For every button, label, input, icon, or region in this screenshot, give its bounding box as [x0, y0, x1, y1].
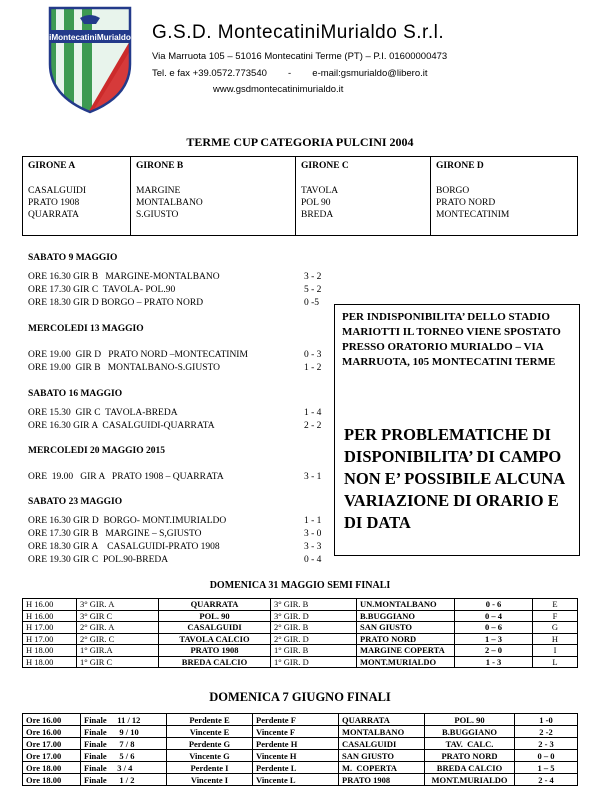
match-score: 1 – 5 — [515, 762, 578, 774]
final-placing: Finale 7 / 8 — [81, 738, 167, 750]
home-team: BREDA CALCIO — [159, 656, 271, 668]
final-placing: Finale 11 / 12 — [81, 714, 167, 726]
home-team: PRATO 1908 — [159, 645, 271, 657]
home-seed: 1° GIR.A — [77, 645, 159, 657]
match-score: 0 – 4 — [455, 610, 533, 622]
group-team: TAVOLA — [301, 186, 339, 196]
home-slot: Perdente G — [167, 738, 253, 750]
match-score: 1 - 1 — [304, 516, 322, 526]
away-slot: Perdente L — [253, 762, 339, 774]
final-row — [23, 762, 578, 774]
away-team: MARGINE COPERTA — [357, 645, 455, 657]
group-team: PRATO NORD — [436, 198, 496, 208]
away-slot: Perdente F — [253, 714, 339, 726]
organization-name: G.S.D. MontecatiniMurialdo S.r.l. — [152, 22, 445, 43]
semi-finals-table — [22, 598, 578, 668]
home-slot: Vincente I — [167, 774, 253, 786]
group-name: GIRONE D — [436, 161, 484, 171]
organization-website[interactable]: www.gsdmontecatinimurialdo.it — [213, 84, 344, 95]
match-score: 3 - 2 — [304, 272, 322, 282]
match-line: ORE 19.00 GIR A PRATO 1908 – QUARRATA — [28, 472, 224, 482]
finals-title: DOMENICA 7 GIUGNO FINALI — [209, 690, 391, 704]
away-team: B.BUGGIANO — [357, 610, 455, 622]
match-time: Ore 17.00 — [23, 738, 81, 750]
home-team: CASALGUIDI — [339, 738, 425, 750]
match-line: ORE 19.00 GIR D PRATO NORD –MONTECATINIM — [28, 350, 248, 360]
group-team: S.GIUSTO — [136, 210, 179, 220]
away-slot: Vincente H — [253, 750, 339, 762]
match-score: 1 - 2 — [304, 363, 322, 373]
match-time: H 17.00 — [23, 622, 77, 634]
home-slot: Perdente I — [167, 762, 253, 774]
home-seed: 2° GIR. C — [77, 633, 159, 645]
away-team: B.BUGGIANO — [425, 726, 515, 738]
away-team: TAV. CALC. — [425, 738, 515, 750]
match-line: ORE 19.00 GIR B MONTALBANO-S.GIUSTO — [28, 363, 220, 373]
home-team: TAVOLA CALCIO — [159, 633, 271, 645]
match-score: 2 - 4 — [515, 774, 578, 786]
away-seed: 1° GIR. B — [271, 645, 357, 657]
schedule-day-heading: MERCOLEDI 13 MAGGIO — [28, 324, 144, 334]
tournament-title: TERME CUP CATEGORIA PULCINI 2004 — [186, 135, 414, 149]
away-team: MONT.MURIALDO — [357, 656, 455, 668]
home-team: QUARRATA — [339, 714, 425, 726]
match-time: Ore 18.00 — [23, 774, 81, 786]
match-code: G — [533, 622, 578, 634]
match-line: ORE 15.30 GIR C TAVOLA-BREDA — [28, 408, 178, 418]
match-line: ORE 19.30 GIR C POL.90-BREDA — [28, 555, 169, 565]
group-team: CASALGUIDI — [28, 186, 87, 196]
match-score: 1 -0 — [515, 714, 578, 726]
home-team: CASALGUIDI — [159, 622, 271, 634]
match-score: 0 - 3 — [304, 350, 322, 360]
semi-final-row — [23, 622, 578, 634]
match-time: Ore 18.00 — [23, 762, 81, 774]
home-team: POL. 90 — [159, 610, 271, 622]
group-cell-d — [431, 157, 578, 236]
final-row — [23, 726, 578, 738]
semi-final-row — [23, 645, 578, 657]
schedule-day-heading: SABATO 16 MAGGIO — [28, 389, 123, 399]
match-line: ORE 17.30 GIR B MARGINE – S,GIUSTO — [28, 529, 202, 539]
match-code: E — [533, 599, 578, 611]
away-team: PRATO NORD — [425, 750, 515, 762]
match-time: Ore 16.00 — [23, 726, 81, 738]
match-line: ORE 16.30 GIR D BORGO- MONT.IMURIALDO — [28, 516, 227, 526]
group-cell-c — [296, 157, 431, 236]
schedule-day-heading: SABATO 23 MAGGIO — [28, 497, 123, 507]
group-team: QUARRATA — [28, 210, 79, 220]
away-slot: Vincente L — [253, 774, 339, 786]
group-team: BORGO — [436, 186, 470, 196]
match-score: 2 -2 — [515, 726, 578, 738]
match-score: 2 – 0 — [455, 645, 533, 657]
match-score: 0 -5 — [304, 298, 320, 308]
schedule-day-heading: MERCOLEDI 20 MAGGIO 2015 — [28, 446, 165, 456]
home-slot: Vincente E — [167, 726, 253, 738]
logo-text: iMontecatiniMurialdo — [49, 33, 131, 42]
match-code: L — [533, 656, 578, 668]
home-seed: 3° GIR. A — [77, 599, 159, 611]
away-seed: 3° GIR. B — [271, 599, 357, 611]
organization-address: Via Marruota 105 – 51016 Montecatini Terme (PT) – P.I. 01600000473 — [152, 51, 448, 62]
match-score: 2 - 3 — [515, 738, 578, 750]
away-seed: 3° GIR. D — [271, 610, 357, 622]
final-row — [23, 714, 578, 726]
home-team: SAN GIUSTO — [339, 750, 425, 762]
final-placing: Finale 9 / 10 — [81, 726, 167, 738]
match-score: 1 – 3 — [455, 633, 533, 645]
match-time: Ore 16.00 — [23, 714, 81, 726]
semi-final-row — [23, 656, 578, 668]
home-seed: 1° GIR C — [77, 656, 159, 668]
final-row — [23, 774, 578, 786]
final-placing: Finale 1 / 2 — [81, 774, 167, 786]
away-slot: Vincente F — [253, 726, 339, 738]
match-time: H 16.00 — [23, 610, 77, 622]
group-team: MONTALBANO — [136, 198, 203, 208]
match-score: 3 - 1 — [304, 472, 322, 482]
match-line: ORE 17.30 GIR C TAVOLA- POL.90 — [28, 285, 176, 295]
match-score: 0 - 4 — [304, 555, 322, 565]
home-team: M. COPERTA — [339, 762, 425, 774]
home-seed: 2° GIR. A — [77, 622, 159, 634]
match-score: 5 - 2 — [304, 285, 322, 295]
final-row — [23, 738, 578, 750]
semi-final-row — [23, 610, 578, 622]
match-line: ORE 16.30 GIR B MARGINE-MONTALBANO — [28, 272, 220, 282]
match-score: 0 – 6 — [455, 622, 533, 634]
away-seed: 2° GIR. B — [271, 622, 357, 634]
final-placing: Finale 3 / 4 — [81, 762, 167, 774]
match-time: Ore 17.00 — [23, 750, 81, 762]
group-name: GIRONE C — [301, 161, 349, 171]
group-team: BREDA — [301, 210, 334, 220]
finals-table — [22, 713, 578, 786]
match-time: H 18.00 — [23, 656, 77, 668]
group-cell-a — [23, 157, 131, 236]
match-time: H 16.00 — [23, 599, 77, 611]
semi-finals-title: DOMENICA 31 MAGGIO SEMI FINALI — [209, 580, 391, 591]
away-team: SAN GIUSTO — [357, 622, 455, 634]
away-team: UN.MONTALBANO — [357, 599, 455, 611]
match-time: H 18.00 — [23, 645, 77, 657]
organization-contacts: Tel. e fax +39.0572.773540 - e-mail:gsmurialdo@libero.it — [152, 68, 428, 79]
away-slot: Perdente H — [253, 738, 339, 750]
group-team: MARGINE — [136, 186, 181, 196]
group-team: MONTECATINIM — [436, 210, 510, 220]
match-code: H — [533, 633, 578, 645]
match-score: 1 - 3 — [455, 656, 533, 668]
match-code: F — [533, 610, 578, 622]
semi-final-row — [23, 633, 578, 645]
match-time: H 17.00 — [23, 633, 77, 645]
home-team: PRATO 1908 — [339, 774, 425, 786]
match-line: ORE 18.30 GIR D BORGO – PRATO NORD — [28, 298, 204, 308]
notice-venue-change: PER INDISPONIBILITA’ DELLO STADIO MARIOTTI IL TORNEO VIENE SPOSTATO PRESSO ORATORIO MURIALDO – VIA MARRUOTA, 105 MONTECATINI TERME — [342, 311, 561, 368]
club-logo-shield — [46, 4, 134, 116]
match-code: I — [533, 645, 578, 657]
group-name: GIRONE A — [28, 161, 76, 171]
home-slot: Vincente G — [167, 750, 253, 762]
away-team: BREDA CALCIO — [425, 762, 515, 774]
home-team: MONTALBANO — [339, 726, 425, 738]
final-placing: Finale 5 / 6 — [81, 750, 167, 762]
match-score: 3 - 0 — [304, 529, 322, 539]
group-team: POL 90 — [301, 198, 331, 208]
away-team: MONT.MURIALDO — [425, 774, 515, 786]
notice-no-changes: PER PROBLEMATICHE DI DISPONIBILITA’ DI CAMPO NON E’ POSSIBILE ALCUNA VARIAZIONE DI ORARIO E DI DATA — [344, 425, 565, 532]
match-score: 1 - 4 — [304, 408, 322, 418]
final-row — [23, 750, 578, 762]
match-score: 0 – 0 — [515, 750, 578, 762]
away-seed: 2° GIR. D — [271, 633, 357, 645]
home-seed: 3° GIR C — [77, 610, 159, 622]
away-team: PRATO NORD — [357, 633, 455, 645]
groups-table — [22, 156, 578, 236]
schedule-day-heading: SABATO 9 MAGGIO — [28, 253, 118, 263]
match-line: ORE 18.30 GIR A CASALGUIDI-PRATO 1908 — [28, 542, 220, 552]
match-line: ORE 16.30 GIR A CASALGUIDI-QUARRATA — [28, 421, 215, 431]
away-seed: 1° GIR. D — [271, 656, 357, 668]
group-name: GIRONE B — [136, 161, 184, 171]
match-score: 2 - 2 — [304, 421, 322, 431]
group-team: PRATO 1908 — [28, 198, 80, 208]
home-slot: Perdente E — [167, 714, 253, 726]
match-score: 3 - 3 — [304, 542, 322, 552]
group-cell-b — [131, 157, 296, 236]
match-score: 0 - 6 — [455, 599, 533, 611]
home-team: QUARRATA — [159, 599, 271, 611]
away-team: POL. 90 — [425, 714, 515, 726]
semi-final-row — [23, 599, 578, 611]
